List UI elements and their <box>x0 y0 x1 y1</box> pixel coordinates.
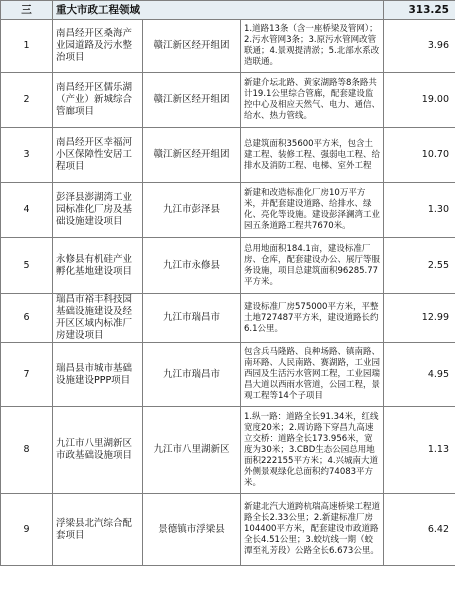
table-row <box>1 73 455 128</box>
row-number: 5 <box>1 238 53 294</box>
project-amount: 4.95 <box>384 343 455 407</box>
project-amount: 1.30 <box>384 183 455 238</box>
project-org: 九江市永修县 <box>143 238 241 294</box>
project-name: 九江市八里湖新区市政基础设施项目 <box>53 407 143 494</box>
project-scope: 总建筑面积35600平方米，包含土建工程、装修工程、强弱电工程、给排水及消防工程、电梯、室外工程 <box>241 128 384 183</box>
row-number: 8 <box>1 407 53 494</box>
row-number: 2 <box>1 73 53 128</box>
project-scope: 新建介坛北路、黄家湖路等8条路共计19.1公里综合管廊，配套建设监控中心及相应天然气、电力、通信、给水、热力管线。 <box>241 73 384 128</box>
project-amount: 2.55 <box>384 238 455 294</box>
row-number: 1 <box>1 20 53 73</box>
project-org: 景德镇市浮梁县 <box>143 494 241 566</box>
table-row <box>1 238 455 294</box>
project-amount: 1.13 <box>384 407 455 494</box>
project-name: 南昌经开区幸福河小区保障性安居工程项目 <box>53 128 143 183</box>
project-amount: 6.42 <box>384 494 455 566</box>
table-row <box>1 494 455 566</box>
table-row <box>1 407 455 494</box>
project-name: 永修县有机硅产业孵化基地建设项目 <box>53 238 143 294</box>
table-row <box>1 20 455 73</box>
row-number: 3 <box>1 128 53 183</box>
project-name: 瑞昌县市城市基础设施建设PPP项目 <box>53 343 143 407</box>
project-scope: 包含兵马隆路、良种场路、镇南路、南环路、人民南路、赛湖路，工业园西园及生活污水管网工程，工业园瑞昌大道以西雨水管道，公园工程，景观工程等14个子项目 <box>241 343 384 407</box>
project-name: 浮梁县北汽综合配套项目 <box>53 494 143 566</box>
project-scope: 新建和改造标准化厂房10万平方米，并配套建设道路、给排水、绿化、亮化等设施。建设彭泽澜湾工业园五条道路工程共7670米。 <box>241 183 384 238</box>
project-org: 九江市瑞昌市 <box>143 294 241 343</box>
project-name: 彭泽县澎湖湾工业园标准化厂房及基础设施建设项目 <box>53 183 143 238</box>
project-scope: 总用地面积184.1亩，建设标准厂房、仓库，配套建设办公、展厅等服务设施，项目总建筑面积96285.77平方米。 <box>241 238 384 294</box>
project-scope: 新建北汽大道跨杭瑞高速桥梁工程道路全长2.33公里；2.新建标准厂房104400平方米，配套建设市政道路全长4.51公里；3.蛟坑线一期（蛟潭至礼芳段）公路全长6.673公里。 <box>241 494 384 566</box>
row-number: 7 <box>1 343 53 407</box>
project-name: 南昌经开区儒乐湖（产业）新城综合管廊项目 <box>53 73 143 128</box>
table-row <box>1 128 455 183</box>
table-row <box>1 343 455 407</box>
project-org: 赣江新区经开组团 <box>143 73 241 128</box>
row-number: 4 <box>1 183 53 238</box>
table-row <box>1 294 455 343</box>
project-amount: 3.96 <box>384 20 455 73</box>
project-org: 九江市瑞昌市 <box>143 343 241 407</box>
project-org: 九江市八里湖新区 <box>143 407 241 494</box>
project-amount: 12.99 <box>384 294 455 343</box>
project-scope: 建设标准厂房575000平方米，平整土地727487平方米，建设道路长约6.1公里。 <box>241 294 384 343</box>
project-org: 赣江新区经开组团 <box>143 20 241 73</box>
project-org: 赣江新区经开组团 <box>143 128 241 183</box>
row-number: 9 <box>1 494 53 566</box>
project-scope: 1.纵一路：道路全长91.34米，红线宽度20米；2.周访路下穿昌九高速立交桥：道路全长173.956米，宽度为30米；3.CBD生态公园总用地面积222155平方米；4.兴城南大道外侧景观绿化总面积约74083平方米。 <box>241 407 384 494</box>
row-number: 6 <box>1 294 53 343</box>
section-number: 三 <box>1 1 53 20</box>
project-amount: 19.00 <box>384 73 455 128</box>
section-header-row <box>1 1 455 20</box>
project-scope: 1.道路13条（含一座桥梁及管网）；2.污水管网3条；3.原污水管网改管联通；4.景观提清淤；5.北部水系改造联通。 <box>241 20 384 73</box>
project-amount: 10.70 <box>384 128 455 183</box>
project-org: 九江市彭泽县 <box>143 183 241 238</box>
table-row <box>1 183 455 238</box>
project-name: 南昌经开区桑海产业园道路及污水整治项目 <box>53 20 143 73</box>
project-name: 瑞昌市裕丰科技园基础设施建设及经开区区域内标准厂房建设项目 <box>53 294 143 343</box>
section-title: 重大市政工程领域 <box>53 1 384 20</box>
section-total-amount: 313.25 <box>384 1 455 20</box>
